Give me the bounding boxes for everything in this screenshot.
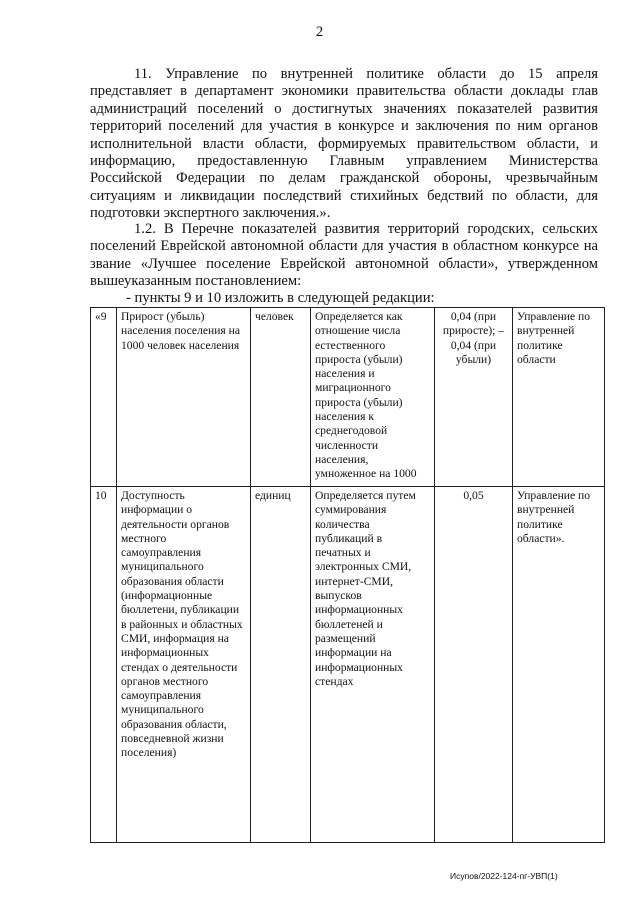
indicator-value: 0,04 (при приросте); – 0,04 (при убыли)	[435, 308, 513, 487]
indicator-name: Доступность информации о деятельности органов местного самоуправления муниципального образования области (информационные бюллетени, публикации в районных и областных СМИ, информация на информационных стендах о деятельности органов местного самоуправления муниципального образования области, повседневной жизни поселения)	[117, 487, 251, 843]
table-row	[91, 487, 605, 843]
row-number: 10	[91, 487, 117, 843]
row-number: «9	[91, 308, 117, 487]
indicator-value: 0,05	[435, 487, 513, 843]
unit-of-measure: единиц	[251, 487, 311, 843]
page-number: 2	[315, 24, 324, 40]
unit-of-measure: человек	[251, 308, 311, 487]
paragraph-11: 11. Управление по внутренней политике области до 15 апреля представляет в департамент экономики правительства области доклады глав администраций поселений о достигнутых значениях показателей развития территорий поселений для участия в конкурсе и заключения по ним органов исполнительной власти области, формируемых правительством области, и информацию, предоставленную Главным управлением Министерства Российской Федерации по делам гражданской обороны, чрезвычайным ситуациям и ликвидации последствий стихийных бедствий по области, для подготовки экспертного заключения.».	[90, 66, 598, 222]
list-item-points-9-10: - пункты 9 и 10 изложить в следующей редакции:	[126, 290, 435, 306]
paragraph-1-2: 1.2. В Перечне показателей развития территорий городских, сельских поселений Еврейской автономной области для участия в областном конкурсе на звание «Лучшее поселение Еврейской автономной области», утвержденном вышеуказанным постановлением:	[90, 221, 598, 290]
responsible-body: Управление по внутренней политике области».	[513, 487, 605, 843]
indicator-name: Прирост (убыль) населения поселения на 1000 человек населения	[117, 308, 251, 487]
document-code: Исупов/2022-124-пг-УВП(1)	[450, 871, 558, 881]
responsible-body: Управление по внутренней политике области	[513, 308, 605, 487]
calculation-method: Определяется как отношение числа естественного прироста (убыли) населения и миграционного прироста (убыли) населения к среднегодовой численности населения, умноженное на 1000	[311, 308, 435, 487]
indicators-table	[90, 307, 605, 843]
table-row	[91, 308, 605, 487]
calculation-method: Определяется путем суммирования количества публикаций в печатных и электронных СМИ, интернет-СМИ, выпусков информационных бюллетеней и размещений информации на информационных стендах	[311, 487, 435, 843]
